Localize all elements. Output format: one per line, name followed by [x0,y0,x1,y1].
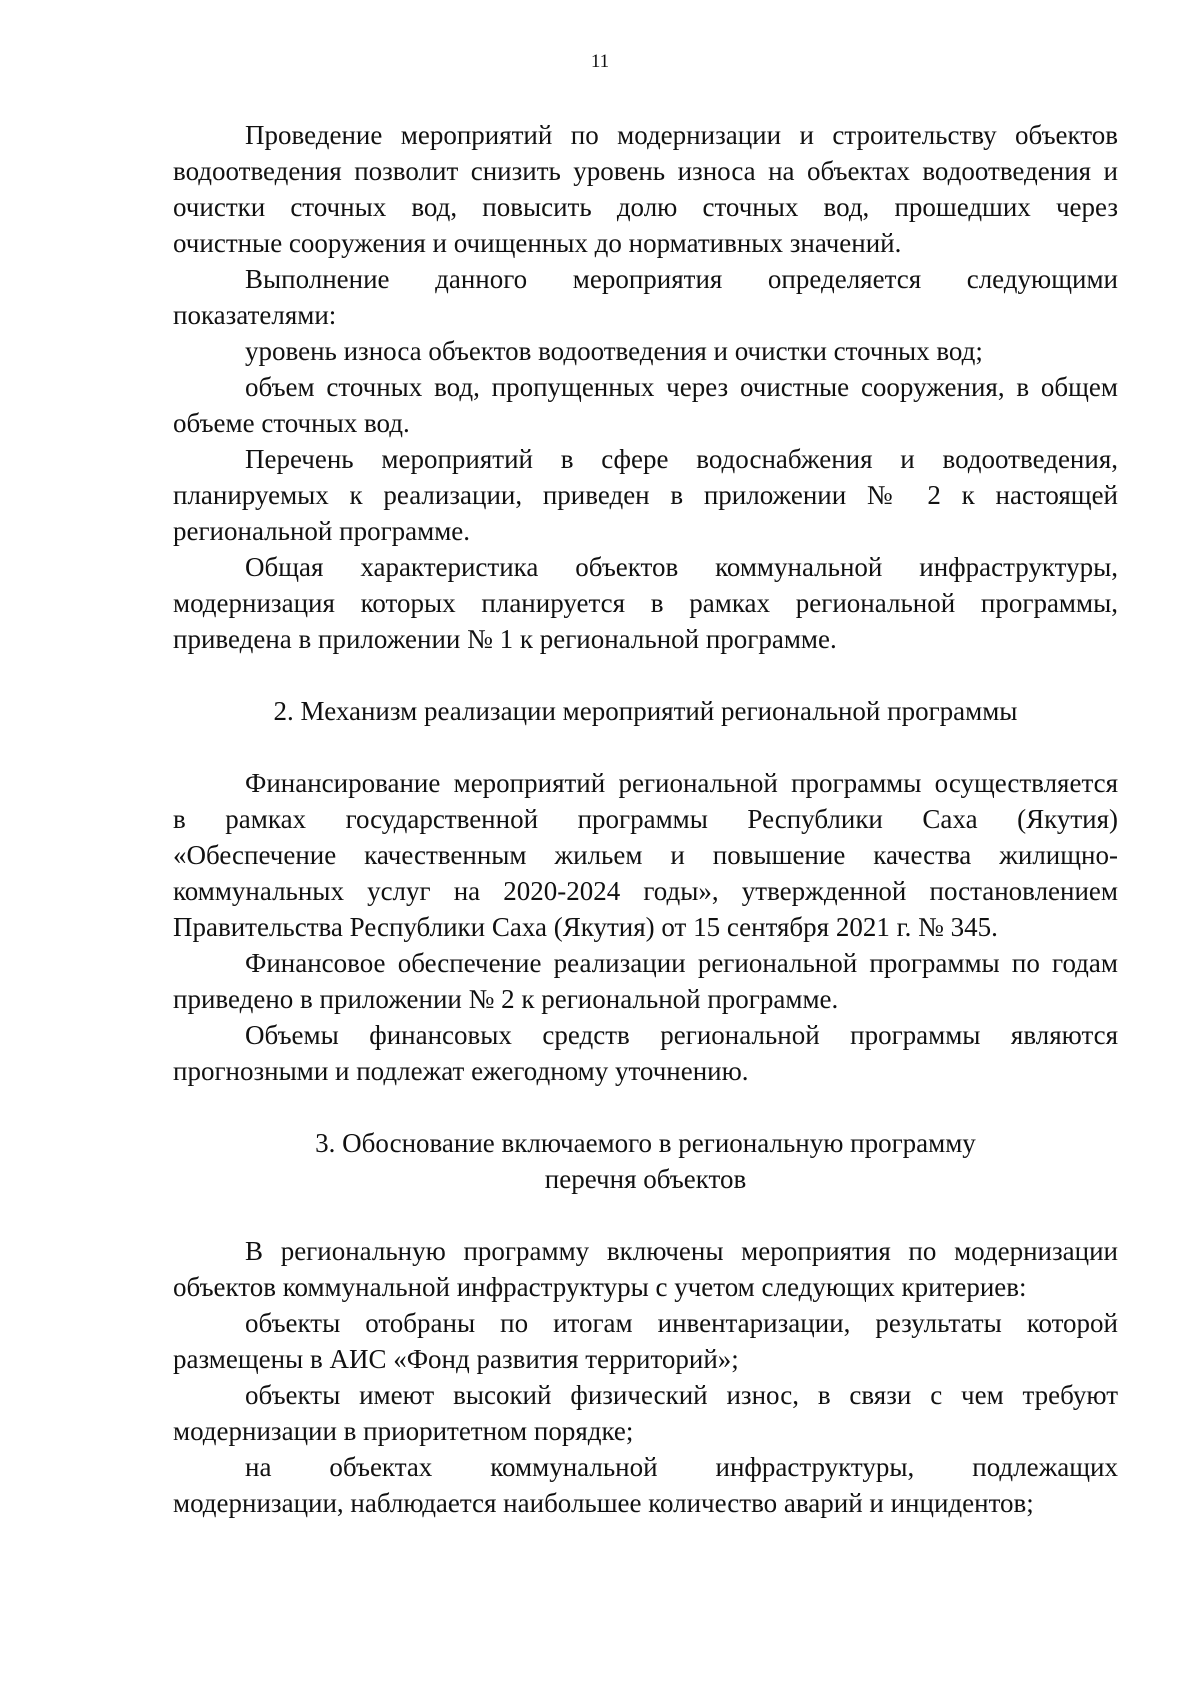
text-line: объектов коммунальной инфраструктуры с учетом следующих критериев: [173,1272,1027,1302]
text-line: очистные сооружения и очищенных до нормативных значений. [173,228,902,258]
paragraph-criteria-intro [173,1233,1118,1305]
text-line: Правительства Республики Саха (Якутия) от 15 сентября 2021 г. № 345. [173,912,998,942]
text-line: Выполнение данного мероприятия определяется следующими [245,264,1118,294]
text-line: Проведение мероприятий по модернизации и строительству объектов [245,120,1118,150]
text-line: прогнозными и подлежат ежегодному уточнению. [173,1056,749,1086]
text-line: объем сточных вод, пропущенных через очистные сооружения, в общем [245,372,1118,402]
section-3-title-line-1: 3. Обоснование включаемого в региональную программу [315,1128,976,1158]
paragraph-indicator-wear [173,333,1118,369]
text-line: модернизация которых планируется в рамках региональной программы, [173,588,1118,618]
text-line: в рамках государственной программы Республики Саха (Якутия) [173,804,1118,834]
text-line: «Обеспечение качественным жильем и повышение качества жилищно- [173,840,1118,870]
paragraph-criterion-accidents [173,1449,1118,1521]
text-line: размещены в АИС «Фонд развития территорий»; [173,1344,739,1374]
paragraph-indicators-intro [173,261,1118,333]
spacer [173,729,1118,765]
text-line: объекты имеют высокий физический износ, в связи с чем требуют [245,1380,1118,1410]
text-line: модернизации, наблюдается наибольшее количество аварий и инцидентов; [173,1488,1034,1518]
spacer [173,657,1118,693]
paragraph-financial-volumes [173,1017,1118,1089]
text-line: показателями: [173,300,337,330]
paragraph-measures-list [173,441,1118,549]
spacer [173,1197,1118,1233]
text-line: приведено в приложении № 2 к региональной программе. [173,984,839,1014]
text-line: Финансовое обеспечение реализации региональной программы по годам [245,948,1118,978]
section-2-title: 2. Механизм реализации мероприятий региональной программы [273,696,1018,726]
text-line: коммунальных услуг на 2020-2024 годы», утвержденной постановлением [173,876,1118,906]
page-number: 11 [590,51,610,72]
paragraph-financing [173,765,1118,945]
text-line: приведена в приложении № 1 к региональной программе. [173,624,837,654]
paragraph-criterion-inventory [173,1305,1118,1377]
text-line: Финансирование мероприятий региональной программы осуществляется [245,768,1118,798]
text-line: Общая характеристика объектов коммунальной инфраструктуры, [245,552,1118,582]
text-line: Перечень мероприятий в сфере водоснабжения и водоотведения, [245,444,1118,474]
paragraph-financial-support [173,945,1118,1017]
text-line: Объемы финансовых средств региональной программы являются [245,1020,1118,1050]
text-line: очистки сточных вод, повысить долю сточных вод, прошедших через [173,192,1118,222]
section-3-title-line-2: перечня объектов [544,1164,747,1194]
paragraph-modernization-effect [173,117,1118,261]
text-line: планируемых к реализации, приведен в приложении № 2 к настоящей [173,480,1118,510]
text-line: водоотведения позволит снизить уровень износа на объектах водоотведения и [173,156,1118,186]
text-line: объеме сточных вод. [173,408,410,438]
document-body [173,117,1118,1521]
text-line: В региональную программу включены мероприятия по модернизации [245,1236,1118,1266]
paragraph-indicator-volume [173,369,1118,441]
paragraph-criterion-wear [173,1377,1118,1449]
text-line: региональной программе. [173,516,471,546]
text-line: объекты отобраны по итогам инвентаризации, результаты которой [245,1308,1118,1338]
text-line: модернизации в приоритетном порядке; [173,1416,634,1446]
paragraph-objects-characteristic [173,549,1118,657]
text-line: уровень износа объектов водоотведения и очистки сточных вод; [245,336,983,366]
text-line: на объектах коммунальной инфраструктуры, подлежащих [245,1452,1118,1482]
spacer [173,1089,1118,1125]
